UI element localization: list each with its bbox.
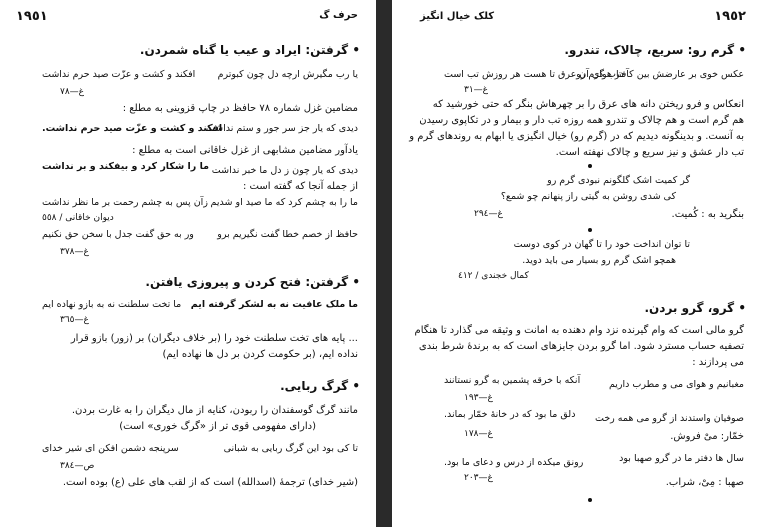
body-text: یادآور مضامین مشابهی از غزل خاقانی است به مطلع : — [132, 145, 358, 156]
verse-hemistich: آنکه با خرقه پشمین به گرو نستانند — [444, 375, 581, 386]
body-text: تصفیه حساب مسترد شود. اما گرو بردن جایزهای است که به برندهٔ شرط بندی — [418, 341, 744, 352]
body-text: به آنست. و بدینگونه دیدیم که در (گرم رو) خیال انگیزی یا ابهام به روندهای گرم و — [409, 131, 744, 142]
body-text: مضامین غزل شماره ٧٨ حافظ در چاپ قزوینی به مطلع : — [122, 103, 358, 114]
running-head: حرف گ — [319, 10, 358, 21]
verse-hemistich: سال ها دفتر ما در گرو صهبا بود — [619, 453, 744, 464]
entry-heading: • گرفتن: ایراد و عیب یا گناه شمردن. — [139, 43, 360, 57]
verse-reference: دیوان خاقانی / ٥٥٨ — [42, 213, 114, 223]
verse-hemistich: در هوای آن عرق تا هست هر روزش تب است — [444, 69, 624, 80]
ornament-dot — [588, 498, 592, 502]
verse-hemistich: صوفیان واستدند از گرو می همه رخت — [594, 413, 744, 424]
verse-hemistich: تا کی بود این گرگ ربایی به شبانی — [223, 443, 358, 454]
verse-hemistich: سرپنجه دشمن افکن ای شیر خدای — [42, 443, 179, 454]
body-text: هم گرم است و هم چالاک و تندرو همه روزه تب دار و بیمار و در تکاپوی رسیدن — [419, 115, 744, 126]
body-text: مانند گرگ گوسفندان را ربودن، کنایه از مال دیگران را به غارت بردن. — [71, 405, 358, 416]
verse-hemistich: زآن پس به چشم رحمت بر ما نظر نداشت — [42, 197, 208, 208]
entry-heading: • گرو، گرو بردن. — [644, 301, 746, 315]
book-gutter — [376, 0, 392, 527]
body-text: تب دار عشق و نیز سریع و چالاک نهفته است. — [555, 147, 744, 158]
verse-hemistich: دلق ما بود که در خانهٔ خمّار بماند. — [444, 409, 576, 420]
body-text: صهبا : مِیْ، شراب. — [665, 477, 744, 488]
body-text: می پردازند : — [692, 357, 744, 368]
entry-heading: • گرگ ربایی. — [280, 379, 360, 393]
verse-reference: غ—٢٠٣ — [464, 473, 493, 483]
body-text: (شیر خدای) ترجمهٔ (اسدالله) است که از لقب های علی (ع) بوده است. — [62, 477, 358, 488]
body-text: گرو مالی است که وام گیرنده نزد وام دهنده به امانت و وثیقه می گذارد تا هنگام — [414, 325, 744, 336]
body-text: بنگرید به : کُمیت. — [671, 209, 744, 220]
body-text: خمّار: میْ فروش. — [670, 431, 744, 442]
verse-hemistich: دیدی که یار جز سر جور و ستم نداشت — [205, 123, 358, 134]
body-text: انعکاس و فرو ریختن دانه های عرق را بر چهرهاش بنگر که حتی خورشید که — [432, 99, 744, 110]
verse-hemistich: حافظ از خصم خطا گفت نگیریم برو — [217, 229, 358, 240]
body-text: نداده ایم، (بر حکومت کردن بر دل ها نهاده ایم) — [162, 349, 358, 360]
verse-hemistich: افکند و کشت و عزّت صید حرم نداشت — [42, 69, 196, 80]
right-page — [392, 0, 768, 527]
verse-reference: غ—١٩٣ — [464, 393, 493, 403]
verse-hemistich: مغبانیم و هوای می و مطرب داریم — [608, 379, 744, 390]
verse-hemistich: عکس خوی بر عارضش بین کآفتاب گرم رو — [576, 69, 744, 80]
ornament-dot — [588, 164, 592, 168]
body-text: ... پایه های تخت سلطنت خود را (بر خلاف دیگران) بر (زور) بازو قرار — [70, 333, 358, 344]
verse-reference: غ—٢٩٤ — [474, 209, 503, 219]
verse-reference: ص—٣٨٤ — [60, 461, 95, 471]
verse-reference: غ—٣٦٥ — [60, 315, 89, 325]
page-number: ١٩٥٢ — [714, 9, 746, 24]
verse-reference: غ—١٧٨ — [464, 429, 493, 439]
verse-hemistich: کی شدی روشن به گیتی راز پنهانم چو شمع؟ — [500, 191, 676, 202]
verse-hemistich: دیدی که یار چون ز دل ما خبر نداشت — [211, 165, 358, 176]
verse-reference: کمال خجندی / ٤١٢ — [458, 271, 529, 281]
page-number: ١٩٥١ — [16, 9, 48, 24]
running-head: کلک خیال انگیز — [420, 11, 495, 22]
verse-hemistich: ما تخت سلطنت نه به بازو نهاده ایم — [42, 299, 182, 310]
verse-hemistich: ما را شکار کرد و بیفکند و بر نداشت — [42, 161, 210, 172]
entry-heading: • گرم رو: سریع، چالاک، تندرو. — [564, 43, 746, 57]
verse-hemistich: همچو اشک گرم رو بسیار می باید دوید. — [522, 255, 676, 266]
body-text: (دارای مفهومی قوی تر از «گرگ خوری» است) — [119, 421, 316, 432]
verse-reference: غ—٧٨ — [60, 87, 85, 97]
verse-hemistich: یا رب مگیرش ارچه دل چون کبوترم — [217, 69, 358, 80]
verse-reference: غ—٣١ — [464, 85, 489, 95]
verse-hemistich: گر کمیت اشک گلگونم نبودی گرم رو — [547, 175, 690, 186]
verse-reference: غ—٣٧٨ — [60, 247, 89, 257]
verse-hemistich: ما را به چشم کرد که ما صید او شدیم — [210, 197, 358, 208]
verse-hemistich: ما ملک عافیت نه به لشکر گرفته ایم — [190, 299, 358, 310]
left-page — [0, 0, 376, 527]
verse-hemistich: تا توان انداخت خود را تا گهان در کوی دوست — [513, 239, 690, 250]
entry-heading: • گرفتن: فتح کردن و پیروزی یافتن. — [145, 275, 360, 289]
body-text: از جمله آنجا که گفته است : — [242, 181, 358, 192]
verse-hemistich: افکند و کشت و عزّت صید حرم نداشت. — [42, 123, 223, 134]
verse-hemistich: ور به حق گفت جدل با سخن حق نکنیم — [42, 229, 194, 240]
ornament-dot — [588, 228, 592, 232]
verse-hemistich: رونق میکده از درس و دعای ما بود. — [444, 457, 584, 468]
